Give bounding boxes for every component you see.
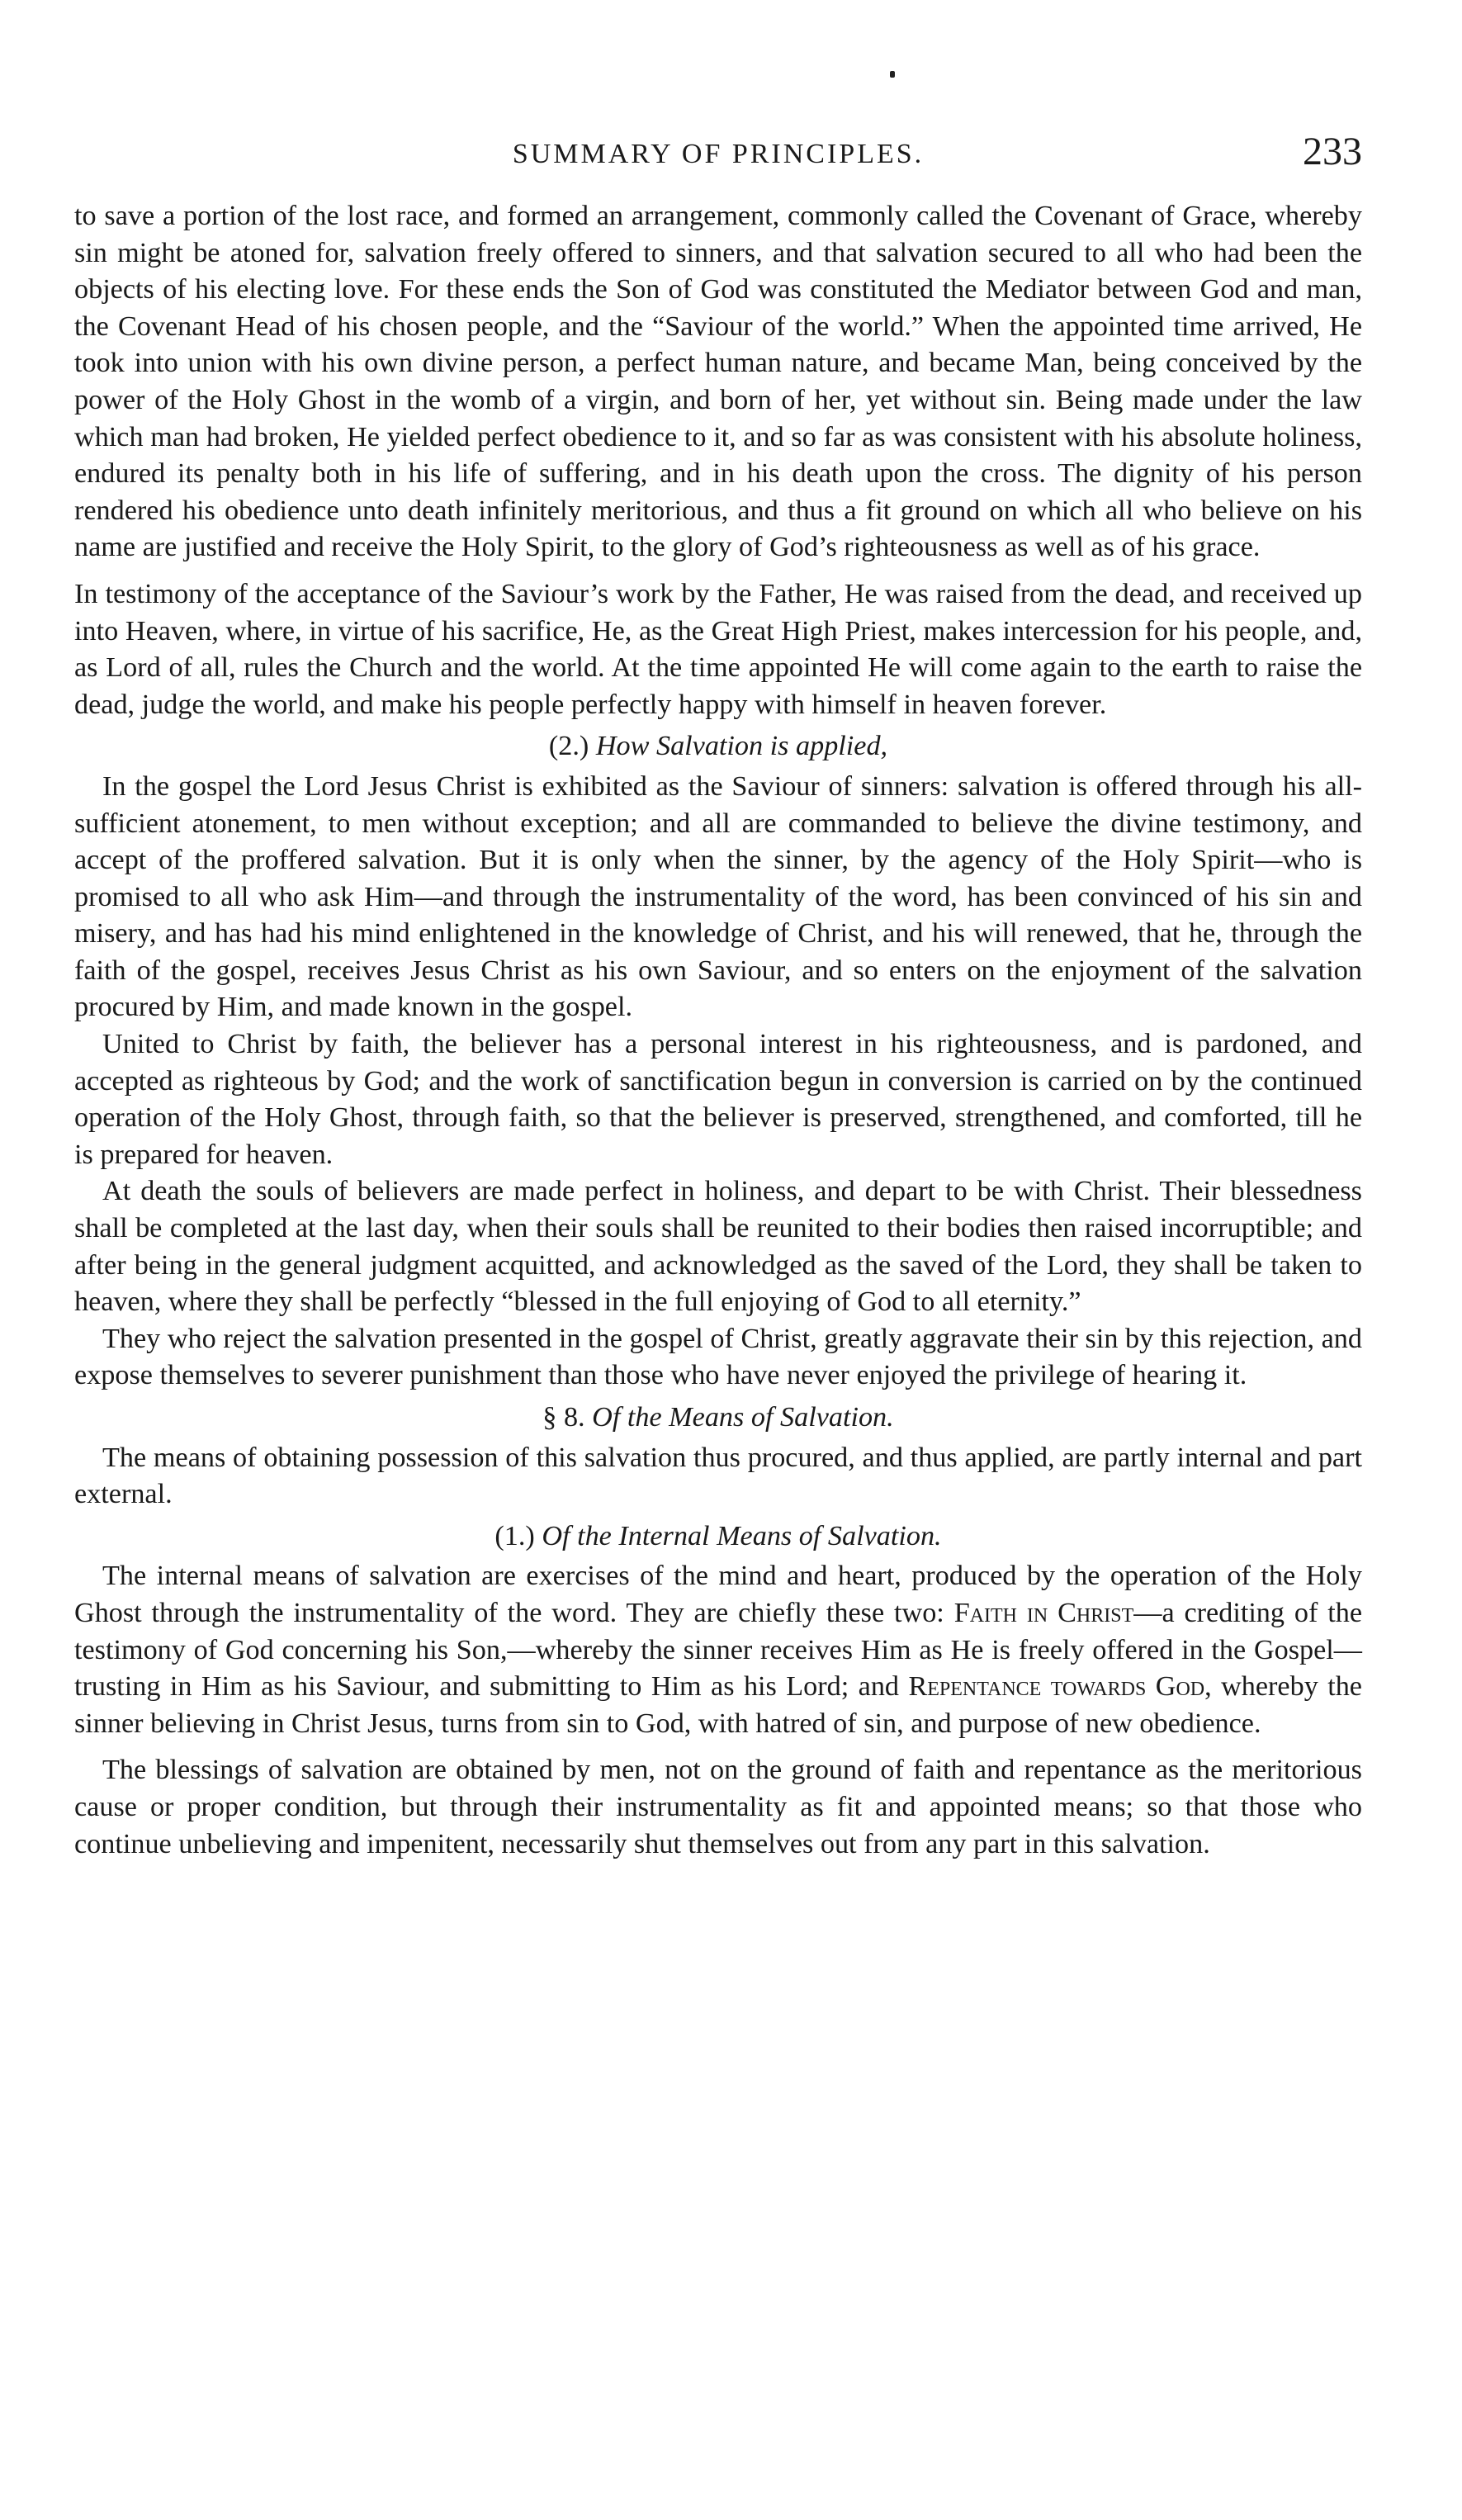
- heading-number: (1.): [494, 1520, 535, 1551]
- heading-means-of-salvation: [74, 1400, 1362, 1437]
- running-title: SUMMARY OF PRINCIPLES.: [512, 139, 925, 169]
- paragraph-rejection: They who reject the salvation presented in the gospel of Christ, greatly aggravate their sin by this rejection, and expose themselves to severer punishment than those who have never enjoyed the privilege of hearing it.: [74, 1323, 1362, 1391]
- book-page: [74, 124, 1362, 1863]
- paragraph-resurrection: In testimony of the acceptance of the Saviour’s work by the Father, He was raised from the dead, and received up into Heaven, where, in virtue of his sacrifice, He, as the Great High Priest, makes intercession for his people, and, as Lord of all, rules the Church and the world. At the time appointed He will come again to the earth to raise the dead, judge the world, and make his people perfectly happy with himself in heaven forever.: [74, 578, 1362, 720]
- text-run: , whereby the sinner believing in Christ Jesus, turns from sin to God, with hatred of sin, and purpose of new obedience.: [74, 1671, 1362, 1739]
- heading-how-salvation-applied: [74, 728, 1362, 765]
- paragraph-covenant-of-grace: to save a portion of the lost race, and formed an arrangement, commonly called the Covenant of Grace, whereby sin might be atoned for, salvation freely offered to sinners, and that salvation secured to all who had been the objects of his electing love. For these ends the Son of God was constituted the Mediator between God and man, the Covenant Head of his chosen people, and the “Saviour of the world.” When the appointed time arrived, He took into union with his own divine person, a perfect human nature, and became Man, being conceived by the power of the Holy Ghost in the womb of a virgin, and born of her, yet without sin. Being made under the law which man had broken, He yielded perfect obedience to it, and so far as was consistent with his absolute holiness, endured its penalty both in his life of suffering, and in his death upon the cross. The dignity of his person rendered his obedience unto death infinitely meritorious, and thus a fit ground on which all who believe on his name are justified and receive the Holy Spirit, to the glory of God’s righteousness as well as of his grace.: [74, 201, 1362, 563]
- paragraph-death-of-believers: At death the souls of believers are made perfect in holiness, and depart to be with Christ. Their blessedness shall be completed at the last day, when their souls shall be reunited to their bodies then raised incorruptible; and after being in the general judgment acquitted, and acknowledged as the saved of the Lord, they shall be taken to heaven, where they shall be perfectly “blessed in the full enjoying of God to all eternity.”: [74, 1176, 1362, 1318]
- heading-title: How Salvation is applied,: [595, 731, 888, 762]
- paragraph-internal-means: [74, 1558, 1362, 1742]
- ink-speck: [890, 71, 895, 78]
- heading-title: Of the Internal Means of Salvation.: [542, 1520, 942, 1551]
- page-number: 233: [1303, 130, 1362, 173]
- heading-number: (2.): [548, 731, 589, 762]
- body-text: [74, 198, 1362, 1863]
- heading-title: Of the Means of Salvation.: [592, 1402, 894, 1433]
- section-number: § 8.: [542, 1402, 585, 1433]
- paragraph-means-intro: The means of obtaining possession of this salvation thus procured, and thus applied, are partly internal and part external.: [74, 1442, 1362, 1510]
- text-run: The internal means of salvation are exercises of the mind and heart, produced by the operation of the Holy Ghost through the instrumentality of the word. They are chiefly these two:: [74, 1561, 1362, 1628]
- paragraph-gospel-offer: In the gospel the Lord Jesus Christ is exhibited as the Saviour of sinners: salvation is offered through his all-sufficient atonement, to men without exception; and all are commanded to believe the divine testimony, and accept of the proffered salvation. But it is only when the sinner, by the agency of the Holy Spirit—who is promised to all who ask Him—and through the instrumentality of the word, has been convinced of his sin and misery, and has had his mind enlightened in the knowledge of Christ, and his will renewed, that he, through the faith of the gospel, receives Jesus Christ as his own Saviour, and so enters on the enjoyment of the salvation procured by Him, and made known in the gospel.: [74, 770, 1362, 1023]
- heading-internal-means: [74, 1518, 1362, 1556]
- small-caps-repentance: Repentance towards God: [908, 1671, 1205, 1703]
- paragraph-union-with-christ: United to Christ by faith, the believer has a personal interest in his righteousness, and is pardoned, and accepted as righteous by God; and the work of sanctification begun in conversion is carried on by the continued operation of the Holy Ghost, through faith, so that the believer is preserved, strengthened, and comforted, till he is prepared for heaven.: [74, 1029, 1362, 1170]
- small-caps-faith: Faith in Christ: [953, 1597, 1134, 1628]
- text-run: —a crediting of the testimony of God concerning his Son,—whereby the sinner receives Him as He is freely offered in the Gospel—trusting in Him as his Saviour, and submitting to Him as his Lord; and: [74, 1597, 1362, 1703]
- running-head: [74, 124, 1362, 183]
- paragraph-blessings: The blessings of salvation are obtained by men, not on the ground of faith and repentance as the meritorious cause or proper condition, but through their instrumentality as fit and appointed means; so that those who continue unbelieving and impenitent, necessarily shut themselves out from any part in this salvation.: [74, 1755, 1362, 1859]
